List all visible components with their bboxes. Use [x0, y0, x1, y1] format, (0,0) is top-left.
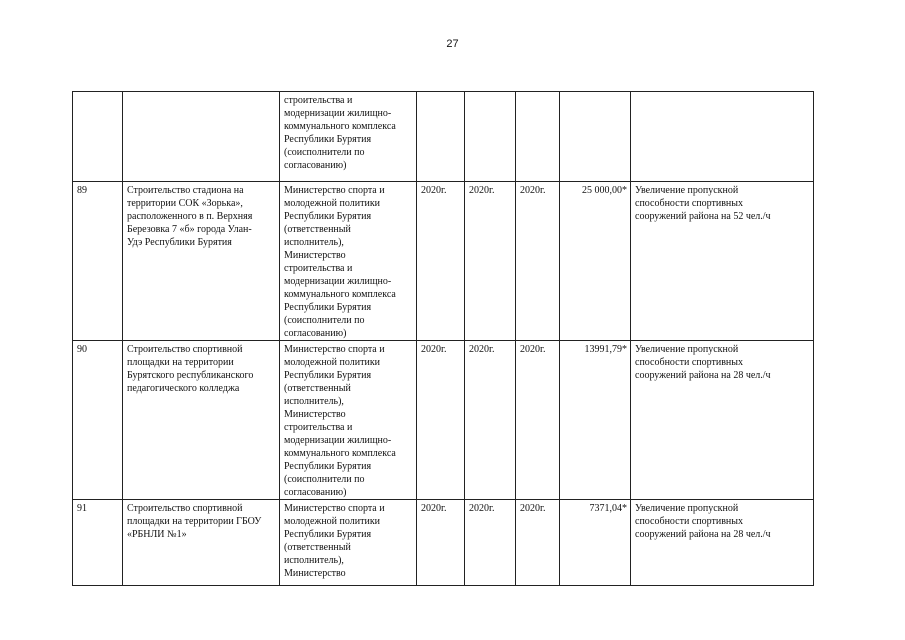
finance-year: 2020г. [516, 341, 560, 500]
executor-text: строительства и модернизации жилищно- коммунального комплекса Республики Бурятия (соисполнители по согласованию) [284, 95, 396, 171]
name-cell [123, 182, 280, 341]
finance-year: 2020г. [516, 500, 560, 586]
project-name: Строительство спортивной площадки на территории Бурятского республиканского педагогического колледжа [127, 344, 254, 394]
start-year: 2020г. [417, 500, 465, 586]
start-year: 2020г. [417, 182, 465, 341]
result-cell [631, 500, 814, 586]
name-cell [123, 341, 280, 500]
row-number: 89 [73, 182, 123, 341]
name-cell [123, 500, 280, 586]
end-year: 2020г. [465, 341, 516, 500]
executor-cell [280, 92, 417, 182]
result-cell [631, 341, 814, 500]
year-cell [465, 92, 516, 182]
executor-text: Министерство спорта и молодежной политики Республики Бурятия (ответственный исполнитель), Министерство строительства и модернизации жилищно- коммунального комплекса Республики Бурятия (соисполнители по согласованию) [284, 344, 396, 498]
executor-cell [280, 500, 417, 586]
end-year: 2020г. [465, 500, 516, 586]
result-cell [631, 182, 814, 341]
year-cell [417, 92, 465, 182]
executor-text: Министерство спорта и молодежной политики Республики Бурятия (ответственный исполнитель), Министерство строительства и модернизации жилищно- коммунального комплекса Республики Бурятия (соисполнители по согласованию) [284, 185, 396, 339]
end-year: 2020г. [465, 182, 516, 341]
result-text: Увеличение пропускной способности спортивных сооружений района на 52 чел./ч [635, 185, 771, 222]
year-cell [516, 92, 560, 182]
table-row [73, 182, 814, 341]
row-number: 91 [73, 500, 123, 586]
project-name: Строительство стадиона на территории СОК «Зорька», расположенного в п. Верхняя Березовка 7 «б» города Улан- Удэ Республики Бурятия [127, 185, 253, 248]
executor-text: Министерство спорта и молодежной политики Республики Бурятия (ответственный исполнитель), Министерство [284, 503, 385, 579]
amount: 13991,79* [560, 341, 631, 500]
row-number: 90 [73, 341, 123, 500]
start-year: 2020г. [417, 341, 465, 500]
program-table [72, 91, 814, 586]
executor-cell [280, 341, 417, 500]
project-name: Строительство спортивной площадки на территории ГБОУ «РБНЛИ №1» [127, 503, 262, 540]
table-row-continuation [73, 92, 814, 182]
table-row [73, 341, 814, 500]
amount-cell [560, 92, 631, 182]
result-text: Увеличение пропускной способности спортивных сооружений района на 28 чел./ч [635, 503, 771, 540]
executor-cell [280, 182, 417, 341]
result-cell [631, 92, 814, 182]
num-cell [73, 92, 123, 182]
finance-year: 2020г. [516, 182, 560, 341]
result-text: Увеличение пропускной способности спортивных сооружений района на 28 чел./ч [635, 344, 771, 381]
page-number: 27 [446, 38, 459, 50]
table-row [73, 500, 814, 586]
name-cell [123, 92, 280, 182]
amount: 25 000,00* [560, 182, 631, 341]
amount: 7371,04* [560, 500, 631, 586]
